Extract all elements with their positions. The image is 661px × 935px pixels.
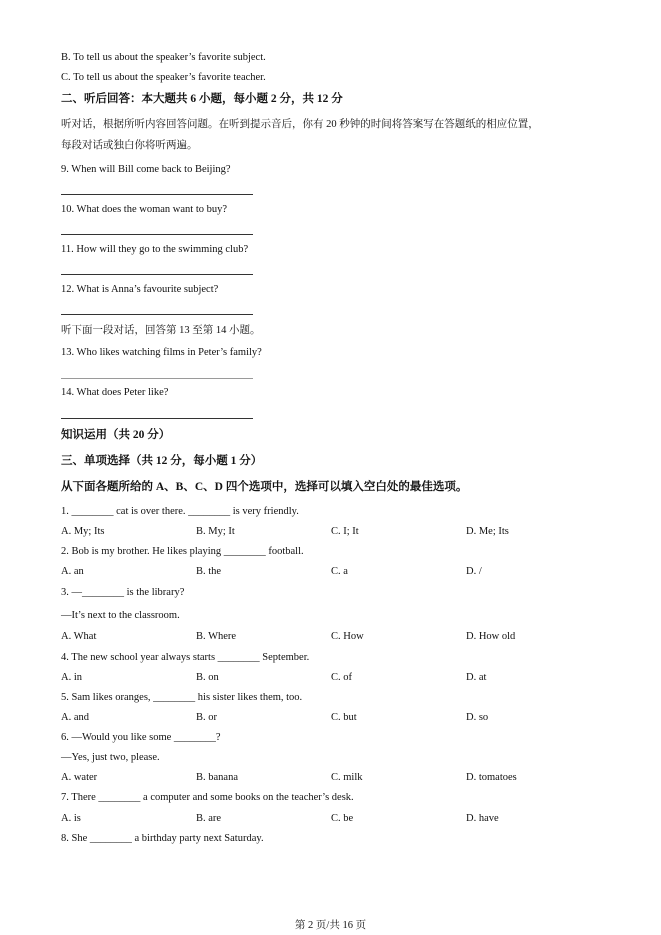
mc-options-row — [61, 565, 621, 579]
option-c[interactable]: C. How — [331, 631, 364, 642]
option-c-text: C. To tell us about the speaker’s favorite teacher. — [61, 72, 266, 83]
section2-heading: 二、听后回答：本大题共 6 小题，每小题 2 分，共 12 分 — [61, 93, 343, 105]
option-b[interactable]: B. Where — [196, 631, 237, 642]
option-a[interactable]: A. What — [61, 631, 97, 642]
mc-question-stem: 6. —Would you like some ________? — [61, 732, 221, 743]
mc-question-response: —Yes, just two, please. — [61, 752, 160, 763]
option-a[interactable]: A. is — [61, 813, 81, 824]
option-b-text: B. To tell us about the speaker’s favorite subject. — [61, 52, 266, 63]
option-c[interactable]: C. milk — [331, 772, 363, 783]
section2-instructions-line1: 听对话，根据所听内容回答问题。在听到提示音后，你有 20 秒钟的时间将答案写在答题纸的相应位置， — [61, 119, 539, 130]
mc-question-stem: 1. ________ cat is over there. ________ is very friendly. — [61, 506, 299, 517]
mc-question-stem: 2. Bob is my brother. He likes playing ________ football. — [61, 546, 304, 557]
answer-line-13[interactable] — [61, 378, 253, 379]
mc-question-stem: 7. There ________ a computer and some books on the teacher’s desk. — [61, 792, 354, 803]
question-9: 9. When will Bill come back to Beijing? — [61, 164, 231, 175]
mc-options-row — [61, 771, 621, 785]
option-d[interactable]: D. Me; Its — [466, 526, 509, 537]
mc-options-row — [61, 525, 621, 539]
knowledge-heading: 知识运用（共 20 分） — [61, 429, 171, 441]
page-footer: 第 2 页/共 16 页 — [294, 920, 367, 931]
answer-line-10[interactable] — [61, 234, 253, 235]
option-a[interactable]: A. and — [61, 712, 89, 723]
section3-heading: 三、单项选择（共 12 分，每小题 1 分） — [61, 455, 263, 467]
option-a[interactable]: A. My; Its — [61, 526, 105, 537]
question-14: 14. What does Peter like? — [61, 387, 169, 398]
question-13: 13. Who likes watching films in Peter’s family? — [61, 347, 262, 358]
option-b[interactable]: B. banana — [196, 772, 238, 783]
mc-options-row — [61, 671, 621, 685]
option-c[interactable]: C. be — [331, 813, 354, 824]
option-d[interactable]: D. so — [466, 712, 489, 723]
option-b[interactable]: B. on — [196, 672, 219, 683]
question-12: 12. What is Anna’s favourite subject? — [61, 284, 219, 295]
mc-question-stem: 3. —________ is the library? — [61, 587, 185, 598]
mc-question-stem: 5. Sam likes oranges, ________ his sister likes them, too. — [61, 692, 303, 703]
option-d[interactable]: D. at — [466, 672, 487, 683]
mc-options-row — [61, 630, 621, 644]
option-c[interactable]: C. but — [331, 712, 357, 723]
option-b[interactable]: B. My; It — [196, 526, 235, 537]
option-c[interactable]: C. of — [331, 672, 352, 683]
option-d[interactable]: D. tomatoes — [466, 772, 517, 783]
option-d[interactable]: D. How old — [466, 631, 516, 642]
question-10: 10. What does the woman want to buy? — [61, 204, 228, 215]
option-c[interactable]: C. a — [331, 566, 348, 577]
option-a[interactable]: A. water — [61, 772, 98, 783]
mc-question-stem: 8. She ________ a birthday party next Saturday. — [61, 833, 264, 844]
option-b[interactable]: B. the — [196, 566, 222, 577]
option-b[interactable]: B. or — [196, 712, 217, 723]
mc-options-row — [61, 711, 621, 725]
answer-line-11[interactable] — [61, 274, 253, 275]
answer-line-12[interactable] — [61, 314, 253, 315]
option-a[interactable]: A. in — [61, 672, 82, 683]
section2-instructions-line2: 每段对话或独白你将听两遍。 — [61, 140, 198, 151]
option-b[interactable]: B. are — [196, 813, 222, 824]
mc-question-stem: 4. The new school year always starts ________ September. — [61, 652, 310, 663]
section3-instruction: 从下面各题所给的 A、B、C、D 四个选项中，选择可以填入空白处的最佳选项。 — [61, 481, 468, 493]
mc-question-response: —It’s next to the classroom. — [61, 610, 180, 621]
question-11: 11. How will they go to the swimming club? — [61, 244, 249, 255]
option-d[interactable]: D. / — [466, 566, 482, 577]
answer-line-9[interactable] — [61, 194, 253, 195]
option-d[interactable]: D. have — [466, 813, 499, 824]
sub-instruction: 听下面一段对话，回答第 13 至第 14 小题。 — [61, 325, 261, 336]
option-a[interactable]: A. an — [61, 566, 84, 577]
answer-line-14[interactable] — [61, 418, 253, 419]
mc-options-row — [61, 812, 621, 826]
option-c[interactable]: C. I; It — [331, 526, 359, 537]
